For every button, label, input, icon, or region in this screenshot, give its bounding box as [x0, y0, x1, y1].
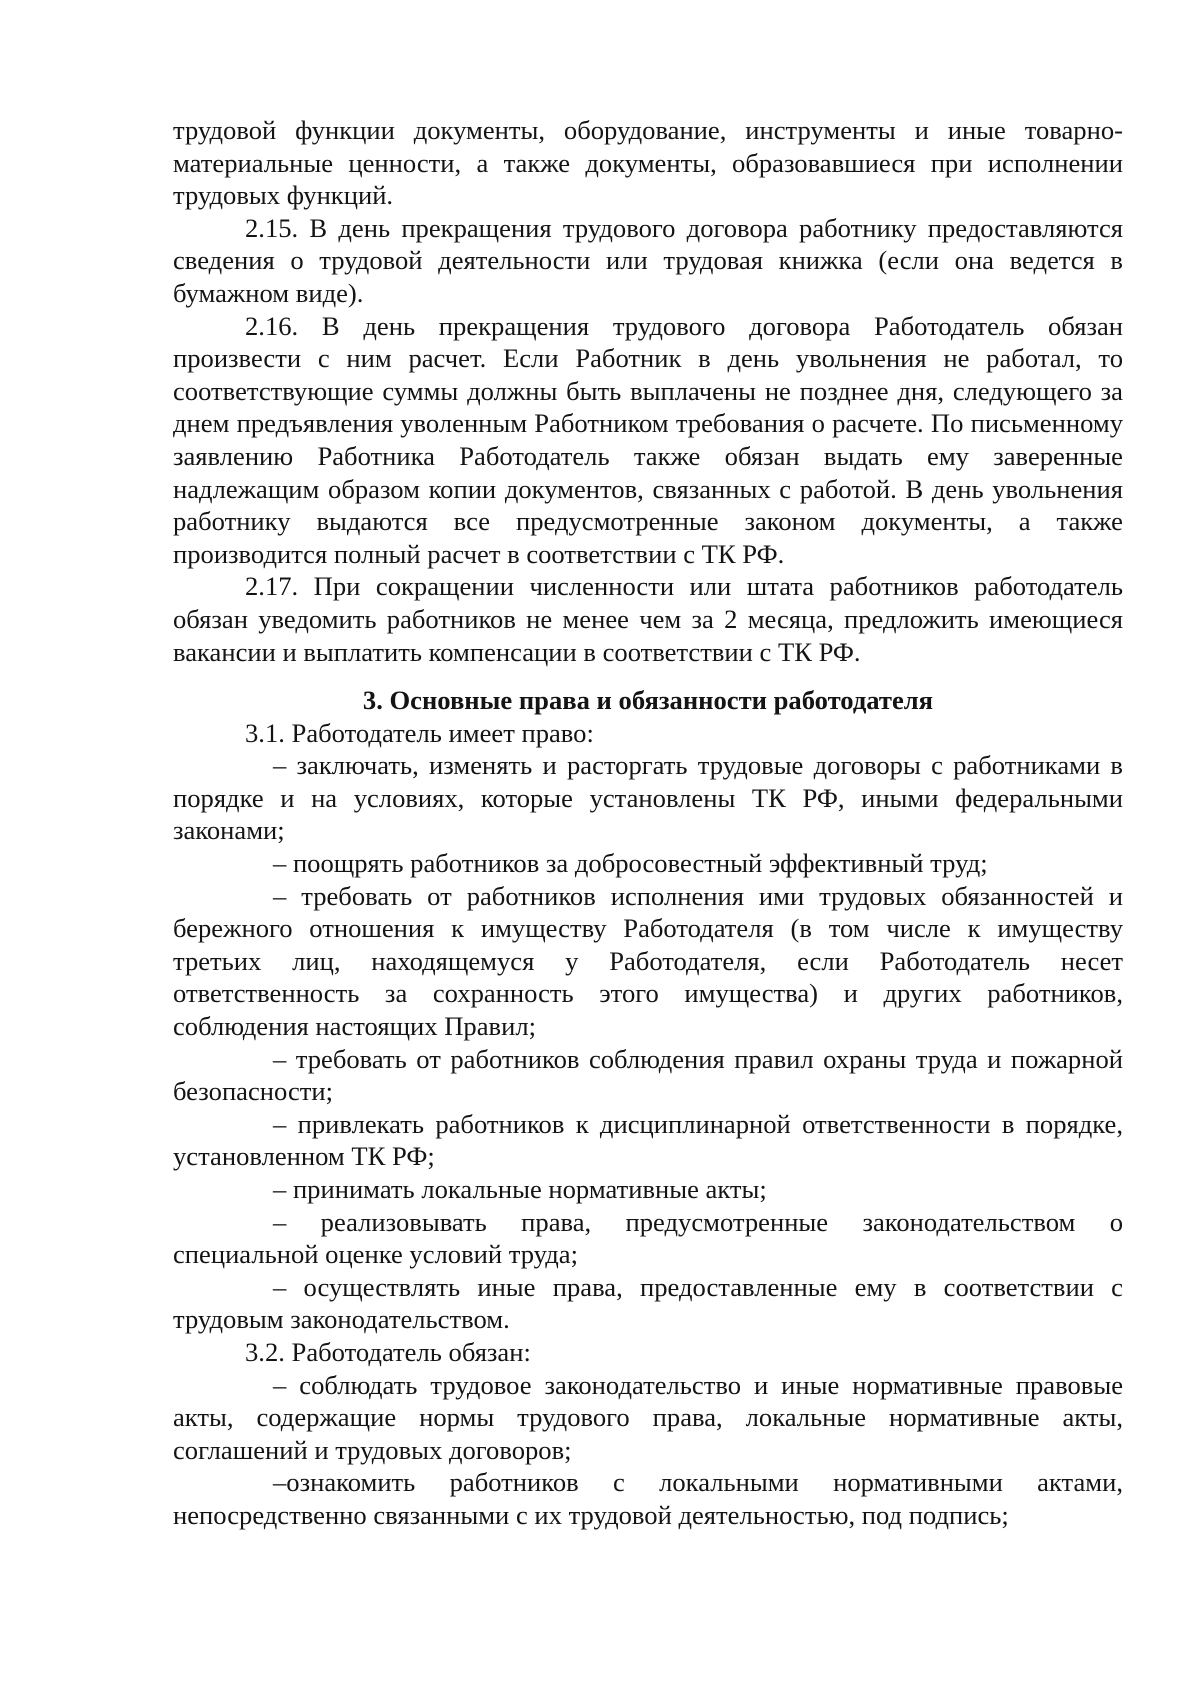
list-item: –ознакомить работников с локальными нормативными актами, непосредственно связанными с их трудовой деятельностью, под подпись;: [173, 1467, 1123, 1530]
document-body: [173, 114, 1123, 1532]
list-item: – требовать от работников исполнения ими трудовых обязанностей и бережного отношения к имуществу Работодателя (в том числе к имуществу третьих лиц, находящемуся у Работодателя, если Работодатель несет ответственность за сохранность этого имущества) и других работников, соблюдения настоящих Правил;: [173, 880, 1123, 1042]
section-heading: 3. Основные права и обязанности работодателя: [362, 685, 934, 716]
paragraph-3-2: 3.2. Работодатель обязан:: [245, 1336, 531, 1367]
list-item: – осуществлять иные права, предоставленные ему в соответствии с трудовым законодательством.: [173, 1271, 1123, 1335]
list-item: – заключать, изменять и расторгать трудовые договоры с работниками в порядке и на условиях, которые установлены ТК РФ, иными федеральными законами;: [173, 750, 1123, 846]
paragraph-continuation: трудовой функции документы, оборудование, инструменты и иные товарно-материальные ценности, а также документы, образовавшиеся при исполнении трудовых функций.: [173, 115, 1123, 211]
paragraph-2-15: 2.15. В день прекращения трудового договора работнику предоставляются сведения о трудовой деятельности или трудовая книжка (если она ведется в бумажном виде).: [173, 212, 1123, 308]
list-item: – привлекать работников к дисциплинарной ответственности в порядке, установленном ТК РФ;: [173, 1108, 1123, 1172]
list-item: – реализовывать права, предусмотренные законодательством о специальной оценке условий труда;: [173, 1206, 1123, 1270]
list-item: – требовать от работников соблюдения правил охраны труда и пожарной безопасности;: [173, 1043, 1123, 1107]
paragraph-2-17: 2.17. При сокращении численности или штата работников работодатель обязан уведомить работников не менее чем за 2 месяца, предложить имеющиеся вакансии и выплатить компенсации в соответствии с ТК РФ.: [173, 571, 1123, 667]
list-item: – соблюдать трудовое законодательство и иные нормативные правовые акты, содержащие нормы трудового права, локальные нормативные акты, соглашений и трудовых договоров;: [173, 1369, 1123, 1465]
list-item: – принимать локальные нормативные акты;: [273, 1174, 767, 1204]
list-item: – поощрять работников за добросовестный эффективный труд;: [273, 848, 988, 879]
paragraph-3-1: 3.1. Работодатель имеет право:: [245, 717, 594, 748]
paragraph-2-16: 2.16. В день прекращения трудового договора Работодатель обязан произвести с ним расчет. Если Работник в день увольнения не работал, то соответствующие суммы должны быть выплачены не позднее дня, следующего за днем предъявления уволенным Работником требования о расчете. По письменному заявлению Работника Работодатель также обязан выдать ему заверенные надлежащим образом копии документов, связанных с работой. В день увольнения работнику выдаются все предусмотренные законом документы, а также производится полный расчет в соответствии с ТК РФ.: [173, 310, 1123, 569]
